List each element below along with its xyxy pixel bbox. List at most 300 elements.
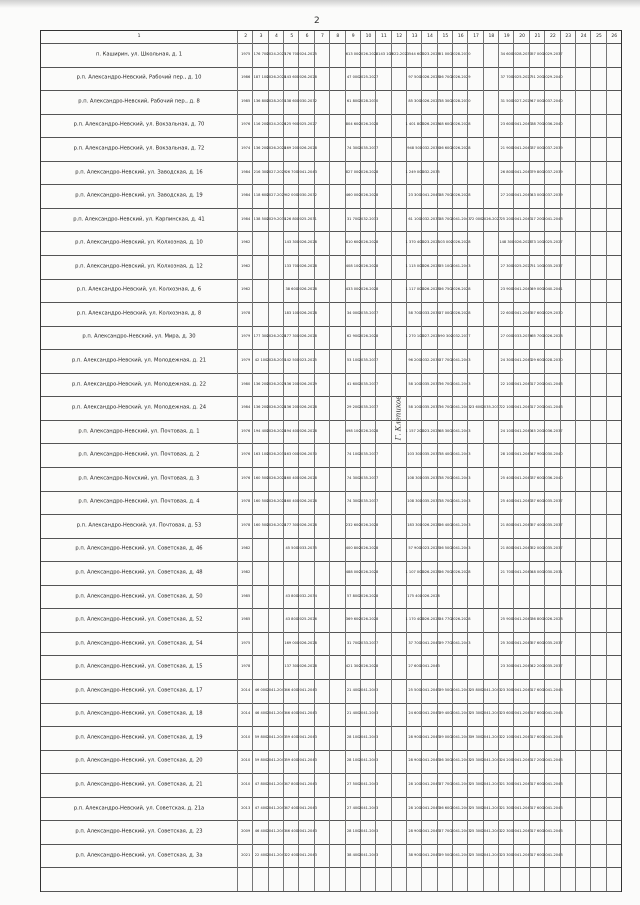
- data-cell: [297, 538, 317, 562]
- data-cell-text: 2024-2025: [297, 51, 317, 56]
- data-cell: [512, 844, 532, 868]
- data-cell: [543, 608, 563, 632]
- data-cell-text: 2026-2028: [450, 240, 471, 245]
- data-cell: [590, 750, 606, 774]
- header-cell-23-text: 23: [565, 33, 572, 39]
- data-cell-text: 1 157 200: [405, 428, 424, 433]
- data-cell: [467, 491, 483, 515]
- data-cell: [560, 184, 576, 208]
- data-cell: [420, 655, 440, 679]
- address-cell: [41, 137, 237, 161]
- data-cell: [360, 867, 376, 891]
- data-cell-text: 1 170 400: [405, 617, 424, 622]
- data-cell-text: 17 600: [531, 782, 544, 787]
- data-cell: [450, 43, 471, 67]
- data-cell-text: 2026-2028: [297, 75, 317, 80]
- data-cell: [358, 726, 379, 750]
- data-cell-text: 2026-2028: [358, 664, 379, 669]
- address-cell-text: р.п. Александро-Невский, ул. Колхозная, д. 12: [75, 263, 203, 270]
- address-cell: [41, 679, 237, 703]
- data-cell: [560, 655, 576, 679]
- data-cell-text: 25 300: [469, 758, 483, 763]
- data-cell: [237, 750, 253, 774]
- address-cell: [41, 255, 237, 279]
- data-cell: [314, 844, 330, 868]
- data-cell-text: 2026-2028: [358, 287, 379, 292]
- address-cell-text: р.п. Александро-Невский, ул. Советская, д. 23: [75, 828, 203, 835]
- data-cell: [391, 844, 407, 868]
- data-cell: [483, 161, 499, 185]
- address-cell: [41, 655, 237, 679]
- data-cell: [375, 420, 391, 444]
- data-cell-text: 2041-2043: [450, 405, 471, 410]
- data-cell-text: 21 300: [500, 805, 514, 810]
- data-cell: [358, 773, 379, 797]
- data-cell-text: 23 300: [408, 193, 421, 198]
- data-cell-text: 38 900: [408, 852, 421, 857]
- data-cell-text: 1976: [241, 428, 251, 433]
- data-cell: [237, 184, 253, 208]
- data-cell-text: 74 300: [346, 499, 360, 504]
- data-cell: [543, 137, 563, 161]
- data-cell: [575, 561, 591, 585]
- data-cell: [512, 231, 532, 255]
- data-cell: [606, 349, 622, 373]
- data-cell-text: 62 900: [346, 334, 360, 339]
- data-cell: [391, 726, 407, 750]
- data-cell: [329, 420, 345, 444]
- data-cell-text: 2026-2028: [358, 334, 379, 339]
- header-cell-5-text: 5: [290, 33, 294, 39]
- data-cell-text: 37 000: [439, 311, 452, 316]
- data-cell-text: 1974: [241, 146, 251, 151]
- data-cell-text: 24 600: [408, 711, 421, 716]
- data-cell-text: 1984: [241, 405, 251, 410]
- data-cell: [467, 467, 483, 491]
- data-cell: [237, 703, 253, 727]
- header-cell-6: [298, 31, 314, 43]
- address-cell: [41, 184, 237, 208]
- data-cell-text: 2035-2037: [358, 499, 379, 504]
- data-cell-text: 2041-2043: [481, 711, 502, 716]
- data-cell: [575, 750, 591, 774]
- data-cell: [512, 750, 532, 774]
- data-cell-text: 2041-2043: [420, 193, 440, 198]
- data-cell: [606, 326, 622, 350]
- data-cell: [237, 538, 253, 562]
- data-cell-text: 17 600: [531, 687, 544, 692]
- data-cell-text: 103 000: [437, 240, 453, 245]
- data-cell-text: 2041-2043: [450, 358, 471, 363]
- data-cell-text: 42 000: [285, 193, 299, 198]
- data-cell: [467, 373, 483, 397]
- data-cell-text: 28 100: [346, 758, 360, 763]
- data-cell: [329, 161, 345, 185]
- header-cell-19: [498, 31, 514, 43]
- address-cell: [41, 867, 237, 891]
- data-cell: [314, 773, 330, 797]
- data-cell: [314, 867, 330, 891]
- data-cell: [467, 608, 483, 632]
- data-cell: [375, 585, 391, 609]
- table-row: [41, 326, 621, 351]
- data-cell: [590, 184, 606, 208]
- data-cell: [606, 67, 622, 91]
- data-cell: [560, 703, 576, 727]
- data-cell-text: 177 300: [253, 334, 269, 339]
- data-cell: [483, 608, 499, 632]
- data-cell-text: 38 300: [439, 99, 452, 104]
- header-cell-17: [467, 31, 483, 43]
- data-cell: [358, 302, 379, 326]
- data-cell-text: 28 100: [346, 735, 360, 740]
- data-cell-text: 2041-2043: [266, 805, 287, 810]
- data-cell: [512, 561, 532, 585]
- data-cell: [375, 443, 391, 467]
- data-cell: [512, 396, 532, 420]
- data-cell-text: 1985: [241, 617, 251, 622]
- data-cell-text: 1976: [241, 122, 251, 127]
- data-cell-text: 2026-2028: [266, 146, 287, 151]
- data-cell-text: 41 600: [346, 381, 360, 386]
- data-cell-text: 2026-2028: [358, 593, 379, 598]
- data-cell-text: 2026-2028: [358, 193, 379, 198]
- data-cell: [481, 797, 502, 821]
- data-cell: [266, 467, 287, 491]
- header-cell-14-text: 14: [427, 33, 433, 39]
- data-cell: [606, 279, 622, 303]
- data-cell: [560, 867, 576, 891]
- data-cell: [297, 726, 317, 750]
- data-cell: [375, 373, 391, 397]
- data-cell-text: 2035-2037: [358, 475, 379, 480]
- data-cell: [560, 373, 576, 397]
- data-cell-text: 1976: [241, 452, 251, 457]
- data-cell: [590, 420, 606, 444]
- data-cell: [237, 773, 253, 797]
- header-cell-3-text: 3: [259, 33, 263, 39]
- data-cell: [560, 279, 576, 303]
- data-cell: [575, 773, 591, 797]
- data-cell-text: 433 000: [345, 287, 361, 292]
- data-cell: [329, 67, 345, 91]
- data-cell: [481, 679, 502, 703]
- data-cell: [512, 302, 532, 326]
- data-cell-text: 31 700: [346, 216, 360, 221]
- data-cell-text: 37 700: [439, 829, 452, 834]
- address-cell-text: р.п. Александро-Невский, ул. Советская, д. 15: [75, 663, 203, 670]
- data-cell: [237, 208, 253, 232]
- data-cell: [606, 396, 622, 420]
- data-cell: [266, 114, 287, 138]
- data-cell: [606, 114, 622, 138]
- data-cell-text: 2026-2028: [266, 405, 287, 410]
- page-number: 2: [314, 16, 320, 26]
- data-cell: [358, 632, 379, 656]
- data-cell: [314, 608, 330, 632]
- data-cell: [314, 231, 330, 255]
- data-cell: [420, 703, 440, 727]
- data-cell-text: 21 900: [500, 146, 514, 151]
- address-cell-text: р.п. Александро-Невский, ул. Почтовая, д. 53: [76, 522, 202, 529]
- address-cell: [41, 443, 237, 467]
- data-cell-text: 2026-2028: [297, 240, 317, 245]
- data-cell-text: 125 900: [284, 122, 300, 127]
- data-cell: [560, 773, 576, 797]
- data-cell-text: 17 200: [531, 405, 544, 410]
- data-cell: [467, 326, 483, 350]
- data-cell-text: 47 800: [285, 782, 299, 787]
- data-cell: [467, 67, 483, 91]
- data-cell: [560, 467, 576, 491]
- data-cell: [314, 373, 330, 397]
- data-cell: [358, 655, 379, 679]
- header-cell-22: [544, 31, 560, 43]
- data-cell-text: 2026-2028: [543, 617, 563, 622]
- data-cell-text: 2026-2028: [358, 51, 379, 56]
- data-cell-text: 43 800: [285, 593, 299, 598]
- data-cell-text: 37 600: [531, 475, 544, 480]
- data-cell: [543, 726, 563, 750]
- data-cell-text: 183 300: [407, 523, 423, 528]
- data-cell-text: 17 600: [531, 735, 544, 740]
- data-cell-text: 59 400: [285, 735, 299, 740]
- data-cell: [575, 231, 591, 255]
- data-cell-text: 36 700: [439, 381, 452, 386]
- header-cell-2-text: 2: [244, 33, 248, 39]
- data-cell-text: 2041-2043: [512, 452, 532, 457]
- table-row: [41, 679, 621, 704]
- data-cell-text: 2023-2026: [420, 51, 440, 56]
- data-cell-text: 2023-2025: [420, 428, 440, 433]
- data-cell: [560, 726, 576, 750]
- data-cell: [467, 279, 483, 303]
- data-cell: [560, 420, 576, 444]
- data-cell-text: 137 300: [284, 664, 300, 669]
- data-cell: [560, 608, 576, 632]
- data-cell: [543, 208, 563, 232]
- data-cell: [512, 703, 532, 727]
- data-cell-text: 21 400: [346, 711, 360, 716]
- header-cell-24-text: 24: [580, 33, 587, 39]
- data-cell: [452, 867, 468, 891]
- data-cell-text: 2026-2030: [297, 452, 317, 457]
- data-cell-text: 2041-2043: [512, 570, 532, 575]
- data-cell-text: 2041-2043: [450, 381, 471, 386]
- data-cell: [575, 443, 591, 467]
- data-cell: [575, 90, 591, 114]
- address-cell: [41, 279, 237, 303]
- data-cell: [314, 420, 330, 444]
- data-cell: [543, 349, 563, 373]
- data-cell-text: 38 400: [439, 452, 452, 457]
- data-cell: [252, 608, 268, 632]
- data-cell: [237, 514, 253, 538]
- data-cell: [329, 443, 345, 467]
- table-row: [41, 867, 621, 892]
- data-cell-text: 2041-2043: [297, 852, 317, 857]
- data-cell-text: 17 200: [531, 381, 544, 386]
- data-cell-text: 118 600: [253, 193, 269, 198]
- data-cell: [590, 67, 606, 91]
- data-cell-text: 1982: [241, 570, 251, 575]
- data-cell-text: 2033-2034: [420, 311, 440, 316]
- data-cell: [590, 726, 606, 750]
- header-cell-7: [314, 31, 330, 43]
- data-cell-text: 2041-2043: [297, 782, 317, 787]
- data-cell: [606, 679, 622, 703]
- data-cell-text: 2041-2043: [297, 735, 317, 740]
- data-cell-text: 2026-2028: [358, 240, 379, 245]
- data-cell: [483, 467, 499, 491]
- table-row: [41, 773, 621, 798]
- address-cell: [41, 514, 237, 538]
- data-cell: [298, 561, 314, 585]
- data-cell: [590, 820, 606, 844]
- data-cell: [483, 184, 499, 208]
- address-cell: [41, 373, 237, 397]
- data-cell: [297, 255, 317, 279]
- data-cell-text: 2027-2029: [266, 193, 287, 198]
- data-cell: [450, 820, 471, 844]
- data-cell-text: 1 544 600: [405, 51, 424, 56]
- address-cell: [41, 349, 237, 373]
- data-cell: [375, 514, 391, 538]
- data-cell-text: 2041-2043: [297, 829, 317, 834]
- data-cell-text: 2026-2028: [297, 499, 317, 504]
- data-cell-text: 2026-2028: [266, 475, 287, 480]
- data-cell-text: 45 200: [531, 428, 544, 433]
- data-cell-text: 1985: [241, 99, 251, 104]
- table-row: [41, 208, 621, 233]
- data-cell: [590, 208, 606, 232]
- data-cell: [606, 137, 622, 161]
- table-row: [41, 538, 621, 563]
- data-cell-text: 39 500: [439, 687, 452, 692]
- table-row: [41, 114, 621, 139]
- data-cell: [391, 797, 407, 821]
- data-cell: [560, 585, 576, 609]
- data-cell: [606, 632, 622, 656]
- data-cell: [560, 114, 576, 138]
- data-cell: [237, 655, 253, 679]
- address-cell-text: р.п. Александро-Невский, ул. Советская, д. 3а: [75, 852, 203, 859]
- data-cell: [560, 491, 576, 515]
- address-cell-text: р.п. Александро-Невский, ул. Советская, д. 48: [75, 569, 203, 576]
- data-cell-text: 36 750: [439, 287, 452, 292]
- data-cell: [237, 491, 253, 515]
- data-cell: [512, 373, 532, 397]
- data-cell: [606, 608, 622, 632]
- data-cell: [420, 679, 440, 703]
- data-cell-text: 232 600: [345, 523, 361, 528]
- address-cell-text: р.п. Александро-Невский, ул. Карпинская, д. 41: [73, 216, 205, 223]
- data-cell-text: 2037-2040: [543, 99, 563, 104]
- data-cell: [268, 632, 284, 656]
- data-cell: [512, 514, 532, 538]
- data-cell: [252, 585, 268, 609]
- data-cell: [450, 797, 471, 821]
- data-cell: [590, 797, 606, 821]
- data-cell-text: 36 400: [439, 523, 452, 528]
- data-cell: [283, 867, 299, 891]
- data-cell: [467, 585, 483, 609]
- data-cell: [329, 114, 345, 138]
- data-cell-text: 17 200: [531, 758, 544, 763]
- data-cell-text: 1962: [241, 287, 251, 292]
- data-cell: [467, 231, 483, 255]
- data-cell: [606, 703, 622, 727]
- data-cell: [314, 703, 330, 727]
- data-cell: [512, 255, 532, 279]
- data-cell-text: 488 000: [345, 570, 361, 575]
- data-cell: [437, 655, 453, 679]
- data-cell-text: 53 100: [346, 358, 360, 363]
- data-cell: [314, 161, 330, 185]
- data-cell: [375, 349, 391, 373]
- data-cell: [266, 67, 287, 91]
- data-cell: [575, 255, 591, 279]
- data-cell: [467, 420, 483, 444]
- data-cell: [575, 538, 591, 562]
- data-cell: [560, 67, 576, 91]
- data-cell-text: 810 600: [345, 240, 361, 245]
- data-cell: [590, 114, 606, 138]
- data-cell: [606, 773, 622, 797]
- data-cell-text: 2041-2043: [543, 758, 563, 763]
- address-cell: [41, 161, 237, 185]
- header-cell-4-text: 4: [274, 33, 278, 39]
- data-cell: [375, 632, 391, 656]
- data-cell-text: 2041-2043: [420, 664, 440, 669]
- data-cell: [543, 114, 563, 138]
- table-row: [41, 67, 621, 92]
- data-cell: [266, 773, 287, 797]
- data-cell-text: 36 800: [531, 617, 544, 622]
- data-cell: [513, 585, 529, 609]
- data-cell: [297, 467, 317, 491]
- data-cell-text: 2013: [241, 805, 251, 810]
- data-cell-text: 2041-2043: [450, 687, 471, 692]
- data-cell-text: 1 249 000: [405, 169, 424, 174]
- data-cell: [329, 867, 345, 891]
- data-cell-text: 2036-2040: [543, 475, 563, 480]
- data-cell-text: 35 100: [439, 263, 452, 268]
- data-cell-text: 2041-2043: [512, 475, 532, 480]
- data-cell-text: 2041-2043: [481, 758, 502, 763]
- data-cell: [450, 373, 471, 397]
- data-cell: [483, 67, 499, 91]
- data-cell-text: 2041-2043: [481, 852, 502, 857]
- data-cell-text: 29 600: [531, 358, 544, 363]
- data-cell: [266, 396, 287, 420]
- data-cell: [375, 114, 391, 138]
- data-cell: [421, 867, 437, 891]
- data-cell: [590, 585, 606, 609]
- header-cell-11: [375, 31, 391, 43]
- table-row: [41, 608, 621, 633]
- address-cell: [41, 491, 237, 515]
- data-cell-text: 28 900: [408, 735, 421, 740]
- data-cell: [543, 820, 563, 844]
- address-cell-text: р.п. Александро-Невский, ул. Почтовая, д. 1: [78, 428, 200, 435]
- data-cell: [450, 326, 471, 350]
- data-cell: [329, 208, 345, 232]
- data-cell-text: 2041-2043: [266, 782, 287, 787]
- data-cell-text: 2041-2043: [420, 829, 440, 834]
- data-cell-text: 2026-2030: [266, 452, 287, 457]
- address-cell-text: р.п. Александро-Невский, ул. Заводская, д. 16: [75, 168, 203, 175]
